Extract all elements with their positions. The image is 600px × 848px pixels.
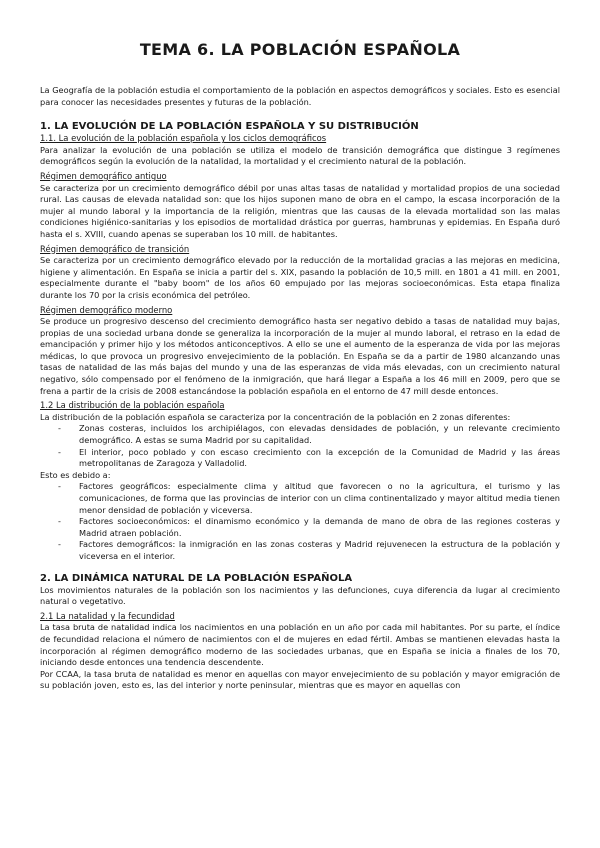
regime-ancient-heading: Régimen demográfico antiguo xyxy=(40,170,167,181)
factors-list xyxy=(40,481,560,562)
list-item xyxy=(58,516,560,539)
dash-bullet: - xyxy=(58,446,61,457)
dash-bullet: - xyxy=(58,539,61,550)
dash-bullet: - xyxy=(58,481,61,492)
subsection-2-1-heading: 2.1 La natalidad y la fecundidad xyxy=(40,610,175,621)
dash-bullet: - xyxy=(58,423,61,434)
section-2-heading: 2. LA DINÁMICA NATURAL DE LA POBLACIÓN ESPAÑOLA xyxy=(40,572,353,584)
list-item-text: Factores demográficos: la inmigración en las zonas costeras y Madrid rejuvenecen la estructura de la población y viceversa en el interior. xyxy=(79,539,560,561)
list-item xyxy=(58,539,560,562)
list-item xyxy=(58,481,560,516)
zones-list xyxy=(40,423,560,469)
dash-bullet: - xyxy=(58,516,61,527)
subsection-2-1-paragraph-1: La tasa bruta de natalidad indica los nacimientos en una población en un año por cada mil habitantes. Por su parte, el índice de fecundidad relaciona el número de nacimientos con el de mujeres en edad fértil. Ambas se mantienen elevadas hasta la incorporación al régimen demográfico moderno de las sociedades urbanas, que en España se inicia a finales de los 70, iniciando desde entonces una tendencia descendente. xyxy=(40,622,560,668)
subsection-1-2-paragraph: La distribución de la población española se caracteriza por la concentración de la población en 2 zonas diferentes: xyxy=(40,411,511,422)
due-to-label: Esto es debido a: xyxy=(40,469,111,480)
section-1-heading: 1. LA EVOLUCIÓN DE LA POBLACIÓN ESPAÑOLA Y SU DISTRIBUCIÓN xyxy=(40,121,419,133)
subsection-1-1-paragraph: Para analizar la evolución de una población se utiliza el modelo de transición demográfica que distingue 3 regímenes demográficos según la evolución de la natalidad, la mortalidad y el crecimiento natural de la población. xyxy=(40,144,560,167)
regime-modern-paragraph: Se produce un progresivo descenso del crecimiento demográfico hasta ser negativo debido a tasas de natalidad muy bajas, propias de una sociedad urbana donde se generaliza la incorporación de la mujer al mundo laboral, el retraso en la edad de emancipación y primer hijo y los métodos anticonceptivos. A ello se une el aumento de la esperanza de vida por las mejoras médicas, lo que provoca un progresivo envejecimiento de la población. En España se da a partir de 1980 alcanzando unas tasas de natalidad de las más bajas del mundo y una de las esperanzas de vida más elevadas, con un crecimiento natural negativo, sólo compensado por el fenómeno de la inmigración, que hará llegar a España a los 46 mill en 2009, pero que se frena a partir de la crisis de 2008 estancándose la población española en el entorno de 47 mill desde entonces. xyxy=(40,316,560,396)
section-2-paragraph: Los movimientos naturales de la población son los nacimientos y las defunciones, cuya diferencia da lugar al crecimiento natural o vegetativo. xyxy=(40,584,560,607)
list-item xyxy=(58,423,560,446)
regime-ancient-paragraph: Se caracteriza por un crecimiento demográfico débil por unas altas tasas de natalidad y mortalidad propios de una sociedad rural. Las causas de elevada natalidad son: que los hijos suponen mano de obra en el campo, la escasa incorporación de la mujer al mundo laboral y la importancia de la religión, mientras que las causas de la elevada mortalidad son las malas condiciones higiénico-sanitarias y los episodios de mortalidad drástica por guerras, hambrunas y epidemias. En España duró hasta el s. XVIII, cuando apenas se superaban los 10 mill. de habitantes. xyxy=(40,182,560,239)
list-item-text: Factores socioeconómicos: el dinamismo económico y la demanda de mano de obra de las regiones costeras y Madrid atraen población. xyxy=(79,516,560,538)
regime-transition-heading: Régimen demográfico de transición xyxy=(40,243,190,254)
subsection-1-2-heading: 1.2 La distribución de la población española xyxy=(40,400,225,411)
list-item-text: El interior, poco poblado y con escaso crecimiento con la excepción de la Comunidad de Madrid y las áreas metropolitanas de Zaragoza y Valladolid. xyxy=(79,446,560,469)
list-item-text: Zonas costeras, incluidos los archipiélagos, con elevadas densidades de población, y un relevante crecimiento demográfico. A estas se suma Madrid por su capitalidad. xyxy=(79,423,560,446)
subsection-1-1-heading: 1.1. La evolución de la población española y los ciclos demográficos xyxy=(40,133,327,144)
regime-modern-heading: Régimen demográfico moderno xyxy=(40,304,173,315)
subsection-2-1-paragraph-2: Por CCAA, la tasa bruta de natalidad es menor en aquellas con mayor envejecimiento de su población y mayor emigración de su población joven, esto es, las del interior y norte peninsular, mientras que es mayor en aquellas con xyxy=(40,668,560,691)
intro-paragraph: La Geografía de la población estudia el comportamiento de la población en aspectos demográficos y sociales. Esto es esencial para conocer las necesidades presentes y futuras de la población. xyxy=(40,85,560,107)
list-item-text: Factores geográficos: especialmente clima y altitud que favorecen o no la agricultura, el turismo y las comunicaciones, de forma que las provincias de interior con un clima continentalizado y mayor altitud media tienen menor densidad de población y viceversa. xyxy=(79,481,560,515)
document-title: TEMA 6. LA POBLACIÓN ESPAÑOLA xyxy=(139,40,461,59)
regime-transition-paragraph: Se caracteriza por un crecimiento demográfico elevado por la reducción de la mortalidad gracias a las mejoras en medicina, higiene y alimentación. En España se inicia a partir del s. XIX, pasando la población de 10,5 mill. en 1801 a 41 mill. en 2001, especialmente durante el "baby boom" de los años 60 empujado por las mejoras socioeconómicas. Esta etapa finaliza durante los 70 por la crisis económica del petróleo. xyxy=(40,255,560,300)
list-item xyxy=(58,447,560,470)
